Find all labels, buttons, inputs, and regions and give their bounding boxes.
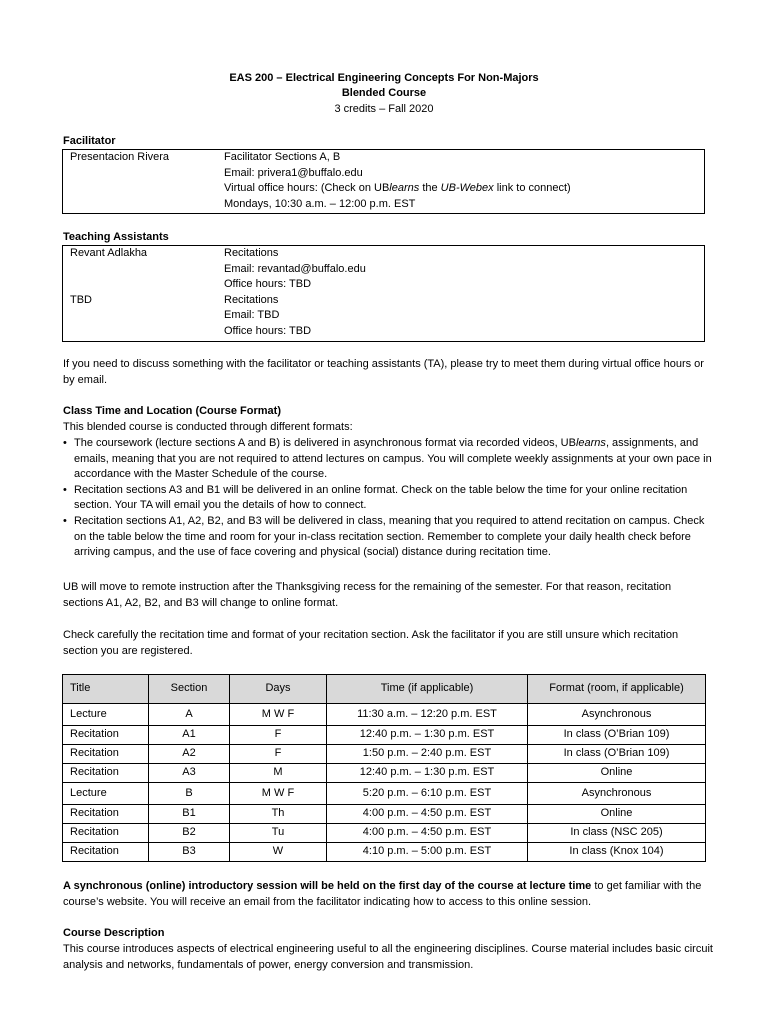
class-time-intro: This blended course is conducted through different formats: [63, 421, 353, 433]
ta-1-office-hours: Office hours: TBD [224, 278, 312, 291]
ta-2-email: Email: TBD [224, 309, 280, 322]
col-title: Title [63, 675, 149, 704]
cell-format: Online [528, 764, 706, 783]
sync-session-note: A synchronous (online) introductory session will be held on the first day of the course at lecture time to get familiar with the course’s website. You will receive an email from the facilitator indicating how to access to this online session. [63, 880, 702, 908]
table-row [63, 745, 706, 764]
col-section: Section [149, 675, 230, 704]
table-row [63, 704, 706, 726]
cell-time: 1:50 p.m. – 2:40 p.m. EST [327, 745, 528, 764]
course-type: Blended Course [341, 87, 427, 99]
ta-1-name: Revant Adlakha [70, 247, 148, 259]
cell-format: In class (O’Brian 109) [528, 745, 706, 764]
facilitator-office-time: Mondays, 10:30 a.m. – 12:00 p.m. EST [224, 197, 416, 210]
cell-time: 4:10 p.m. – 5:00 p.m. EST [327, 843, 528, 862]
table-row [63, 805, 706, 824]
course-title: EAS 200 – Electrical Engineering Concepts For Non-Majors [229, 72, 539, 84]
cell-title: Recitation [63, 843, 149, 862]
ta-2-role: Recitations [224, 293, 279, 306]
cell-days: M W F [230, 704, 327, 726]
cell-days: M W F [230, 783, 327, 805]
cell-format: Asynchronous [528, 704, 706, 726]
facilitator-table [62, 149, 705, 214]
cell-days: F [230, 726, 327, 745]
ta-1-email: Email: revantad@buffalo.edu [224, 262, 366, 275]
cell-time: 4:00 p.m. – 4:50 p.m. EST [327, 824, 528, 843]
cell-section: A3 [149, 764, 230, 783]
format-item-online-recitations: • Recitation sections A3 and B1 will be delivered in an online format. Check on the table below the time for your online recitation section. Your TA will email you the details of how to connect. [63, 483, 713, 514]
ta-2-office-hours: Office hours: TBD [224, 324, 312, 337]
table-row [63, 726, 706, 745]
cell-title: Recitation [63, 824, 149, 843]
cell-time: 5:20 p.m. – 6:10 p.m. EST [327, 783, 528, 805]
format-item-inclass-recitations: • Recitation sections A1, A2, B2, and B3 will be delivered in class, meaning that you required to attend recitation on campus. Check on the table below the time and room for your in-class recitation section. Remember to complete your daily health check before arriving campus, and the use of face covering and physical (social) distance during recitation time. [63, 514, 713, 561]
col-format: Format (room, if applicable) [528, 675, 706, 704]
table-row [63, 764, 706, 783]
facilitator-sections: Facilitator Sections A, B [224, 151, 341, 163]
cell-section: A2 [149, 745, 230, 764]
cell-section: B3 [149, 843, 230, 862]
course-description-heading: Course Description [63, 927, 165, 939]
class-time-heading: Class Time and Location (Course Format) [63, 405, 282, 417]
schedule-header-row [63, 675, 706, 704]
table-row [63, 824, 706, 843]
check-recitation-note: Check carefully the recitation time and format of your recitation section. Ask the facilitator if you are still unsure which recitation section you are registered. [63, 629, 679, 657]
cell-time: 11:30 a.m. – 12:20 p.m. EST [327, 704, 528, 726]
format-list [63, 436, 713, 561]
col-days: Days [230, 675, 327, 704]
cell-title: Recitation [63, 764, 149, 783]
cell-format: In class (NSC 205) [528, 824, 706, 843]
schedule-table [62, 674, 706, 862]
cell-days: W [230, 843, 327, 862]
cell-title: Recitation [63, 726, 149, 745]
cell-section: B2 [149, 824, 230, 843]
ta-1-role: Recitations [224, 247, 279, 259]
cell-format: Online [528, 805, 706, 824]
contact-note: If you need to discuss something with the facilitator or teaching assistants (TA), please try to meet them during virtual office hours or by email. [63, 358, 704, 386]
cell-time: 12:40 p.m. – 1:30 p.m. EST [327, 726, 528, 745]
cell-time: 4:00 p.m. – 4:50 p.m. EST [327, 805, 528, 824]
facilitator-office-hours: Virtual office hours: (Check on UBlearns the UB-Webex link to connect) [224, 182, 571, 195]
cell-days: Th [230, 805, 327, 824]
cell-time: 12:40 p.m. – 1:30 p.m. EST [327, 764, 528, 783]
teaching-assistants-heading: Teaching Assistants [63, 231, 169, 243]
cell-title: Lecture [63, 704, 149, 726]
cell-section: B [149, 783, 230, 805]
facilitator-email: Email: privera1@buffalo.edu [224, 166, 363, 179]
cell-title: Recitation [63, 805, 149, 824]
cell-format: Asynchronous [528, 783, 706, 805]
ta-2-name: TBD [70, 293, 92, 306]
course-credits-term: 3 credits – Fall 2020 [334, 103, 434, 115]
cell-days: F [230, 745, 327, 764]
cell-section: A [149, 704, 230, 726]
teaching-assistants-table [62, 245, 705, 342]
cell-format: In class (Knox 104) [528, 843, 706, 862]
col-time: Time (if applicable) [327, 675, 528, 704]
facilitator-heading: Facilitator [63, 135, 116, 147]
cell-section: A1 [149, 726, 230, 745]
remote-instruction-note: UB will move to remote instruction after the Thanksgiving recess for the remaining of the semester. For that reason, recitation sections A1, A2, B2, and B3 will change to online format. [63, 581, 672, 609]
table-row [63, 843, 706, 862]
facilitator-name: Presentacion Rivera [70, 151, 170, 163]
cell-title: Lecture [63, 783, 149, 805]
table-row [63, 783, 706, 805]
cell-title: Recitation [63, 745, 149, 764]
cell-days: Tu [230, 824, 327, 843]
cell-section: B1 [149, 805, 230, 824]
format-item-coursework: • The coursework (lecture sections A and B) is delivered in asynchronous format via recorded videos, UBlearns, assignments, and emails, meaning that you are not required to attend lectures on campus. You will complete weekly assignments at your own pace in accordance with the Master Schedule of the course. [63, 436, 713, 483]
cell-format: In class (O’Brian 109) [528, 726, 706, 745]
course-description-text: This course introduces aspects of electrical engineering useful to all the engineering disciplines. Course material includes basic circuit analysis and networks, fundamentals of power, energy conversion and transmission. [63, 943, 713, 971]
cell-days: M [230, 764, 327, 783]
